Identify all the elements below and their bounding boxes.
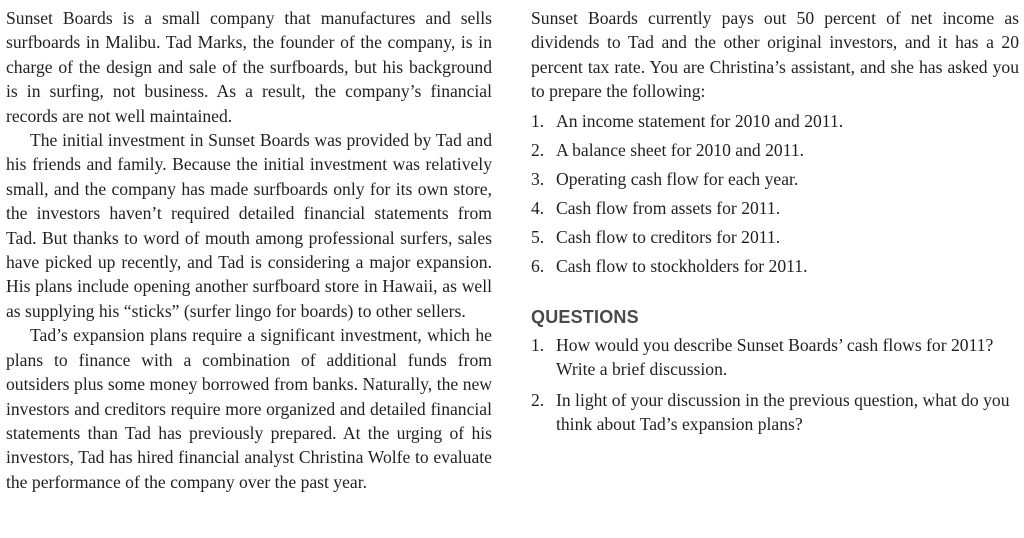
list-item: [531, 138, 1019, 162]
list-text: Cash flow to stockholders for 2011.: [556, 256, 808, 277]
list-item: [531, 333, 1019, 382]
paragraph-company-intro: Sunset Boards is a small company that manufactures and sells surfboards in Malibu. Tad Marks, the founder of the company, is in charge of the design and sale of the surfboards, but his background is in surfing, not business. As a result, the company’s financial records are not well maintained.: [6, 8, 492, 126]
left-column: [6, 6, 492, 494]
list-number: 6.: [531, 256, 545, 277]
paragraph-initial-investment: The initial investment in Sunset Boards was provided by Tad and his friends and family. Because the initial investment was relatively small, and the company has made surfboards only for its own store, the investors haven’t required detailed financial statements from Tad. But thanks to word of mouth among professional surfers, sales have picked up recently, and Tad is considering a major expansion. His plans include opening another surfboard store in Hawaii, as well as supplying his “sticks” (surfer lingo for boards) to other sellers.: [6, 130, 492, 321]
paragraph-dividends: Sunset Boards currently pays out 50 percent of net income as dividends to Tad and the other original investors, and it has a 20 percent tax rate. You are Christina’s assistant, and she has asked you to prepare the following:: [531, 8, 1019, 102]
list-item: [531, 196, 1019, 220]
list-text: Cash flow from assets for 2011.: [556, 197, 781, 218]
list-item: [531, 388, 1019, 437]
task-list: [531, 109, 1019, 279]
list-text: How would you describe Sunset Boards’ cash flows for 2011? Write a brief discussion.: [556, 334, 994, 380]
list-number: 1.: [531, 110, 545, 131]
list-number: 4.: [531, 197, 545, 218]
list-item: [531, 254, 1019, 278]
list-number: 1.: [531, 334, 545, 355]
list-number: 2.: [531, 139, 545, 160]
right-column: [531, 6, 1019, 443]
questions-list: [531, 333, 1019, 437]
list-text: Cash flow to creditors for 2011.: [556, 227, 781, 247]
list-text: Operating cash flow for each year.: [556, 168, 799, 189]
list-text: A balance sheet for 2010 and 2011.: [556, 139, 805, 160]
paragraph-expansion-plans: Tad’s expansion plans require a significant investment, which he plans to finance with a combination of additional funds from outsiders plus some money borrowed from banks. Naturally, the new investors and creditors require more organized and detailed financial statements than Tad has previously prepared. At the urging of his investors, Tad has hired financial analyst Christina Wolfe to evaluate the performance of the company over the past year.: [6, 325, 492, 492]
list-number: 3.: [531, 168, 545, 189]
list-item: [531, 109, 1019, 133]
list-number: 2.: [531, 389, 545, 410]
list-text: An income statement for 2010 and 2011.: [556, 110, 844, 131]
list-number: 5.: [531, 227, 545, 247]
list-item: [531, 167, 1019, 191]
questions-heading: QUESTIONS: [531, 306, 639, 327]
list-text: In light of your discussion in the previous question, what do you think about Tad’s expansion plans?: [556, 389, 1010, 435]
list-item: [531, 225, 1019, 249]
